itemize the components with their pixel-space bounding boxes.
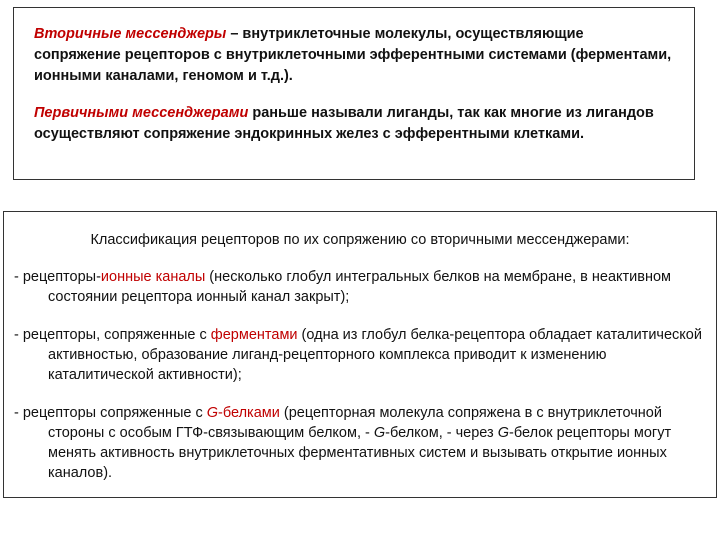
list-item (14, 325, 706, 385)
list-item (14, 403, 706, 483)
item-highlight-g: G (206, 405, 219, 421)
definition-text: – внутриклеточные молекулы, осуществляющие сопряжение рецепторов с внутриклеточными эфферентными системами (ферментами, ионными каналами, геномом и т.д.). (34, 26, 672, 84)
secondary-messengers-definition (34, 24, 674, 87)
list-item (14, 267, 706, 307)
g-letter: G (497, 425, 510, 441)
item-highlight: ферментами (210, 327, 298, 343)
primary-messengers-definition (34, 103, 674, 145)
item-text: -белком, - через (385, 425, 498, 441)
item-highlight: ионные каналы (100, 269, 206, 285)
definition-text: раньше называли лиганды, так как многие из лигандов осуществляют сопряжение эндокринных желез с эфферентными клетками. (34, 105, 654, 142)
item-highlight: -белками (218, 405, 280, 421)
term-primary-messengers: Первичными мессенджерами (34, 105, 249, 121)
g-letter: G (373, 425, 386, 441)
item-prefix: - рецепторы сопряженные с (14, 405, 207, 421)
item-text: (одна из глобул белка-рецептора обладает каталитической активностью, образование лиганд-рецепторного комплекса приводит к изменению каталитической активности); (48, 327, 702, 383)
item-prefix: - рецепторы, сопряженные с (14, 327, 211, 343)
classification-heading: Классификация рецепторов по их сопряжению со вторичными мессенджерами: (90, 232, 630, 248)
item-text: -белок рецепторы могут менять активность внутриклеточных ферментативных систем и вызывать открытие ионных каналов). (48, 425, 672, 481)
item-text: (несколько глобул интегральных белков на мембране, в неактивном состоянии рецептора ионный канал закрыт); (48, 269, 672, 305)
definitions-box (13, 7, 695, 180)
term-secondary-messengers: Вторичные мессенджеры (34, 26, 227, 42)
classification-box (3, 211, 717, 498)
item-prefix: - рецепторы- (14, 269, 101, 285)
item-text: (рецепторная молекула сопряжена в с внутриклеточной стороны с особым ГТФ-связывающим белком, - (48, 405, 662, 441)
